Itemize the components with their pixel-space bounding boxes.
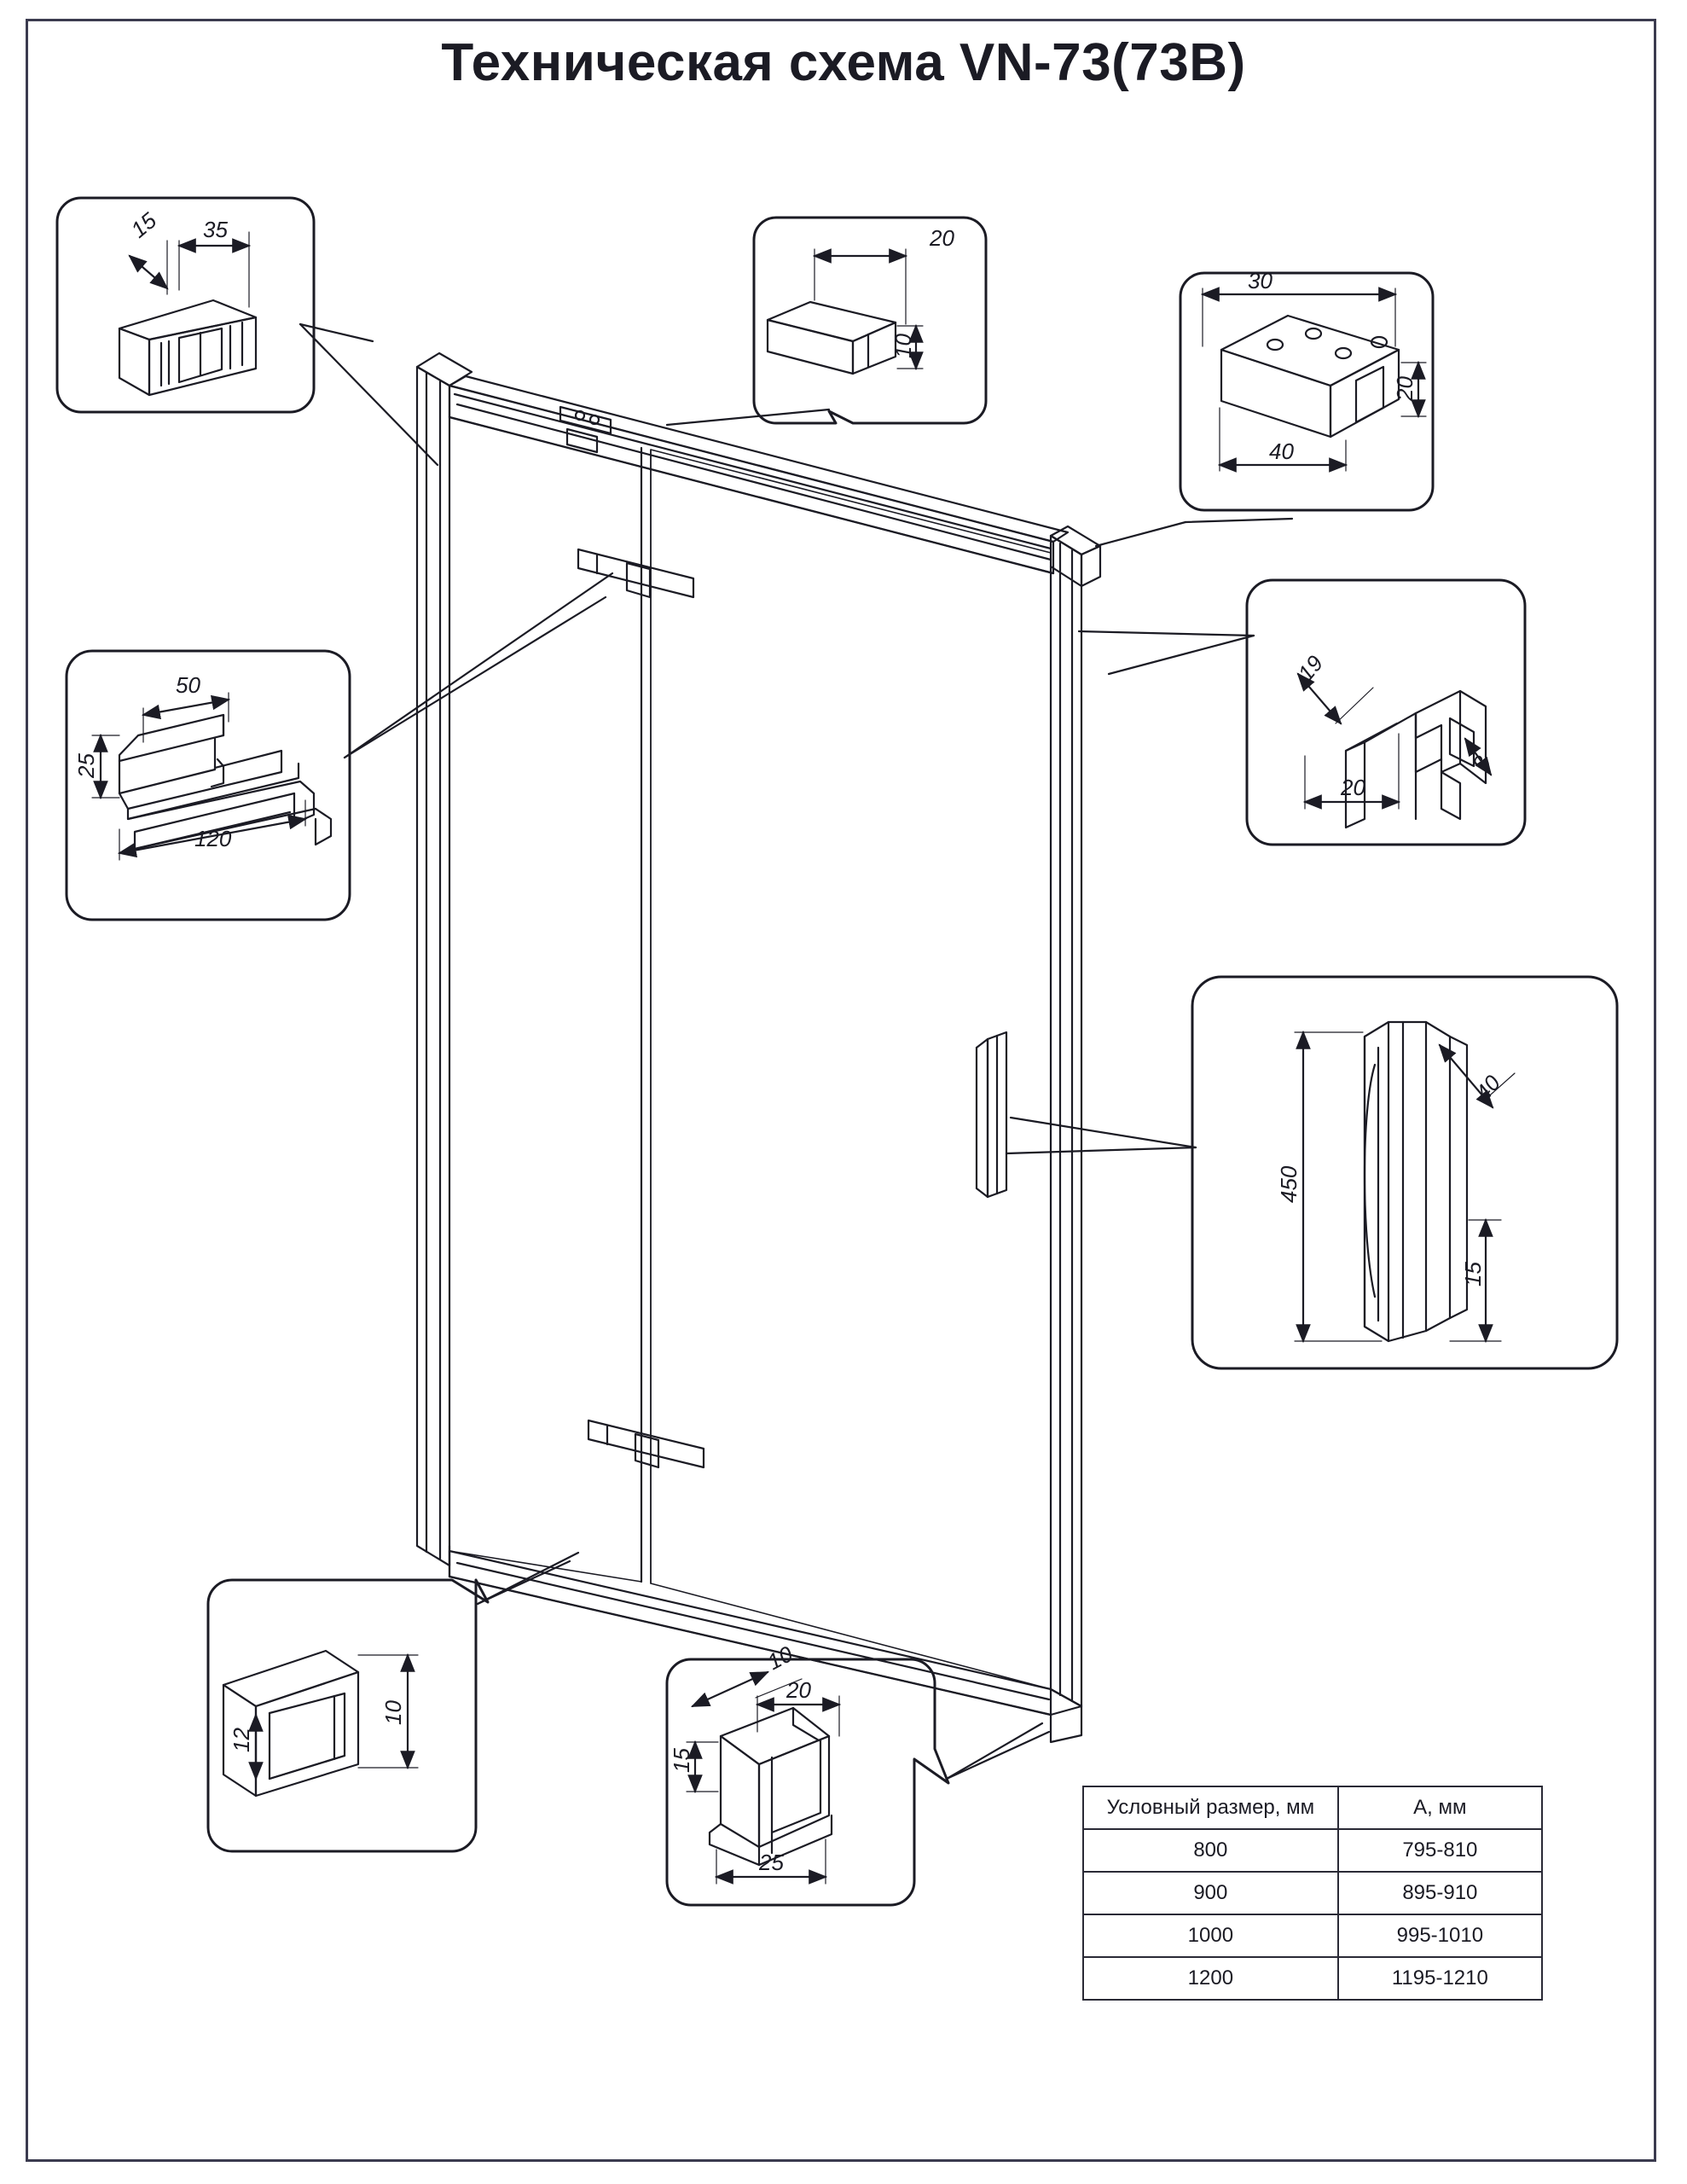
callout-left-roller [67,651,350,920]
table-header-row [1083,1786,1542,1829]
dim-8: 8 [1467,752,1496,775]
table-cell-range: 995-1010 [1338,1914,1542,1957]
callout-bottom-left-profile [208,1580,488,1851]
dim-20-top: 20 [930,225,954,251]
callout-handle [1192,977,1617,1368]
dim-10-bracket: 10 [762,1641,797,1676]
callout-right-profile [1247,580,1525,845]
table-cell-size: 800 [1083,1829,1338,1872]
dim-10-bottomleft: 10 [380,1700,406,1725]
table-header-a: А, мм [1338,1786,1542,1829]
dim-40-handle: 40 [1470,1070,1506,1106]
dim-450: 450 [1276,1165,1301,1203]
dim-35: 35 [203,217,228,242]
table-cell-range: 795-810 [1338,1829,1542,1872]
shower-cabin-isometric [417,353,1100,1742]
dim-50: 50 [176,672,200,698]
dim-30: 30 [1248,268,1272,293]
table-row [1083,1872,1542,1914]
dim-20-right: 20 [1392,376,1417,401]
dim-40-bracket: 40 [1269,439,1294,464]
size-reference-table [1082,1786,1543,2001]
table-cell-range: 1195-1210 [1338,1957,1542,2000]
dim-12: 12 [229,1728,254,1752]
table-cell-size: 1200 [1083,1957,1338,2000]
table-cell-size: 900 [1083,1872,1338,1914]
dim-120: 120 [194,826,232,851]
table-row [1083,1957,1542,2000]
dim-10-top: 10 [890,334,916,358]
table-row [1083,1914,1542,1957]
dim-15-bracket: 15 [669,1748,694,1773]
callout-top-left-profile [57,198,314,412]
page-title: Техническая схема VN-73(73B) [441,33,1246,92]
dim-25-bracket: 25 [759,1850,784,1875]
table-row [1083,1829,1542,1872]
table-cell-size: 1000 [1083,1914,1338,1957]
dim-20-rightprof: 20 [1341,775,1365,800]
table-cell-range: 895-910 [1338,1872,1542,1914]
dim-25: 25 [73,753,99,778]
table-header-conditional-size: Условный размер, мм [1083,1786,1338,1829]
dim-15-handle: 15 [1460,1262,1486,1287]
dim-20-bracket: 20 [786,1677,811,1703]
dim-19: 19 [1292,650,1329,686]
dim-15: 15 [125,207,162,243]
